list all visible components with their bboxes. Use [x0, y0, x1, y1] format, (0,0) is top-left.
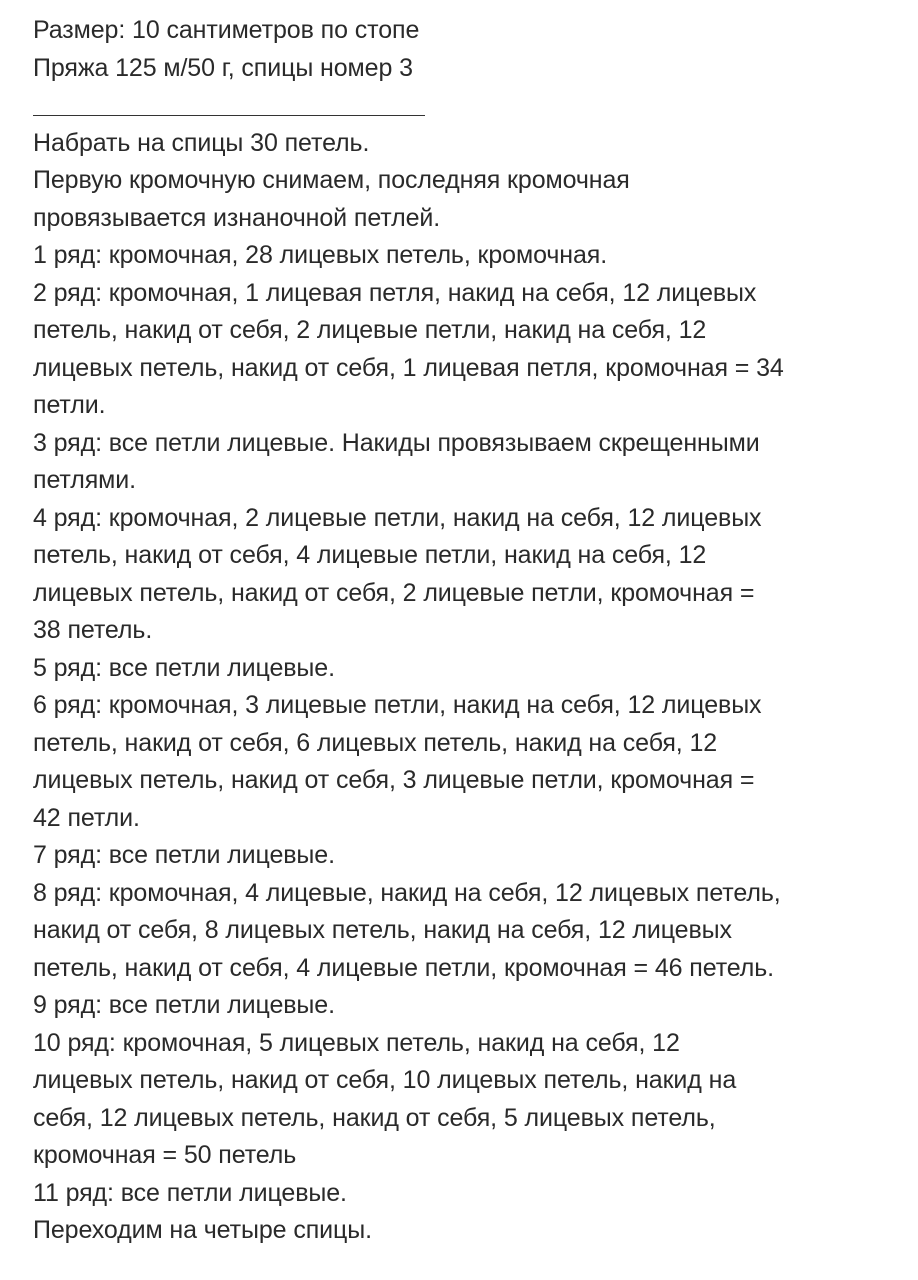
instruction-line: 38 петель.	[33, 616, 153, 644]
instruction-line: 11 ряд: все петли лицевые.	[33, 1178, 347, 1207]
yarn-line: Пряжа 125 м/50 г, спицы номер 3	[33, 53, 413, 82]
instruction-line: петлями.	[33, 466, 136, 494]
instruction-line: лицевых петель, накид от себя, 2 лицевые петли, кромочная =	[33, 578, 755, 607]
instruction-line: 4 ряд: кромочная, 2 лицевые петли, накид на себя, 12 лицевых	[33, 503, 762, 532]
instruction-line: 1 ряд: кромочная, 28 лицевых петель, кромочная.	[33, 241, 608, 269]
size-line: Размер: 10 сантиметров по стопе	[33, 16, 420, 44]
instruction-line: 3 ряд: все петли лицевые. Накиды провязываем скрещенными	[33, 428, 760, 457]
instruction-line: кромочная = 50 петель	[33, 1141, 297, 1169]
instruction-line: лицевых петель, накид от себя, 10 лицевых петель, накид на	[33, 1066, 737, 1094]
instruction-line: 10 ряд: кромочная, 5 лицевых петель, накид на себя, 12	[33, 1028, 680, 1057]
instruction-line: Набрать на спицы 30 петель.	[33, 128, 370, 157]
instruction-line: 5 ряд: все петли лицевые.	[33, 653, 335, 682]
instruction-line: лицевых петель, накид от себя, 3 лицевые петли, кромочная =	[33, 766, 755, 794]
instruction-line: 42 петли.	[33, 803, 140, 832]
instruction-line: Первую кромочную снимаем, последняя кромочная	[33, 166, 630, 194]
document-body	[33, 12, 905, 1250]
instruction-line: 9 ряд: все петли лицевые.	[33, 991, 335, 1019]
instruction-line: петель, накид от себя, 6 лицевых петель, накид на себя, 12	[33, 728, 718, 757]
instruction-line: 8 ряд: кромочная, 4 лицевые, накид на себя, 12 лицевых петель,	[33, 878, 781, 907]
instruction-line: 2 ряд: кромочная, 1 лицевая петля, накид на себя, 12 лицевых	[33, 278, 757, 307]
instruction-line: петли.	[33, 391, 106, 419]
instruction-line: провязывается изнаночной петлей.	[33, 203, 441, 232]
instruction-line: Переходим на четыре спицы.	[33, 1216, 372, 1244]
instruction-line: 7 ряд: все петли лицевые.	[33, 841, 335, 869]
instruction-line: петель, накид от себя, 4 лицевые петли, кромочная = 46 петель.	[33, 953, 774, 982]
instruction-line: 6 ряд: кромочная, 3 лицевые петли, накид на себя, 12 лицевых	[33, 691, 762, 719]
instruction-line: петель, накид от себя, 2 лицевые петли, накид на себя, 12	[33, 316, 707, 344]
separator-rule	[33, 87, 905, 125]
instruction-line: лицевых петель, накид от себя, 1 лицевая петля, кромочная = 34	[33, 353, 784, 382]
separator-line	[33, 115, 425, 116]
instruction-line: петель, накид от себя, 4 лицевые петли, накид на себя, 12	[33, 541, 707, 569]
instruction-line: накид от себя, 8 лицевых петель, накид на себя, 12 лицевых	[33, 916, 732, 944]
instruction-line: себя, 12 лицевых петель, накид от себя, 5 лицевых петель,	[33, 1103, 716, 1132]
